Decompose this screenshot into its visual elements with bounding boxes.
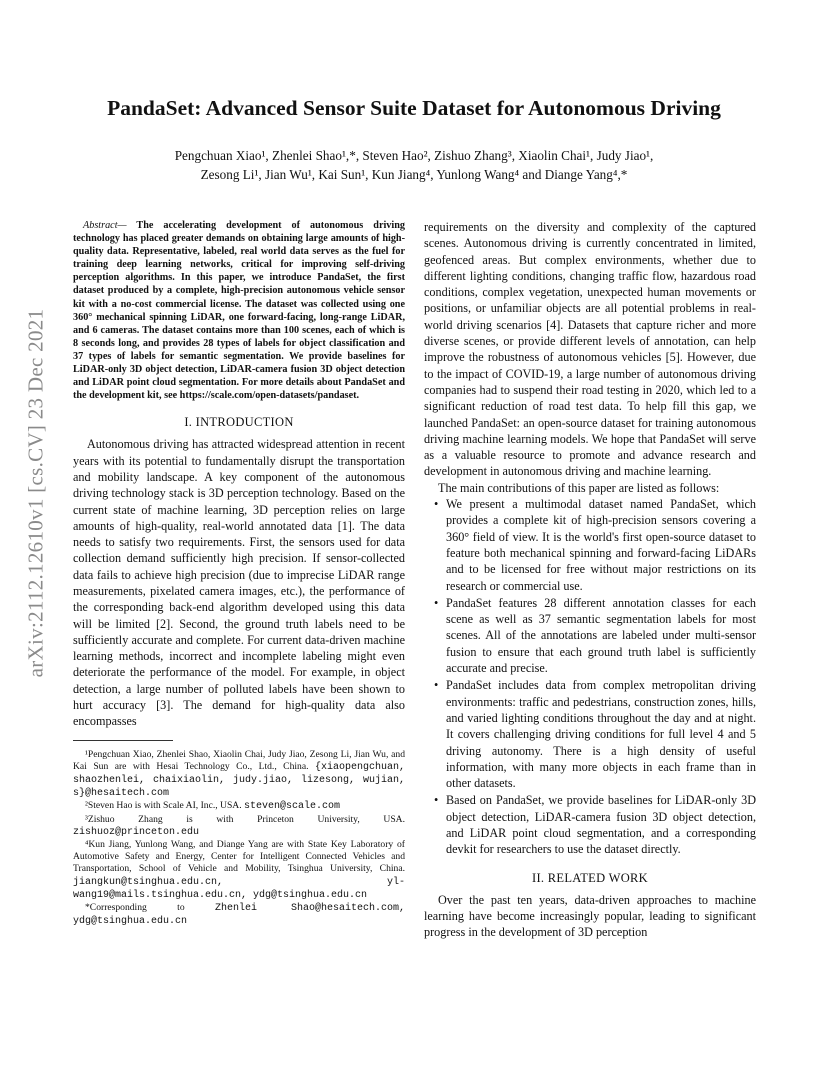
footnote-1-text: ¹Pengchuan Xiao, Zhenlei Shao, Xiaolin Chai, Judy Jiao, Zesong Li, Jian Wu, and Kai Sun are with Hesai Technology Co., Ltd., China. <box>73 748 405 772</box>
footnote-3 <box>73 814 405 839</box>
contributions-list <box>424 496 756 858</box>
contribution-item: • Based on PandaSet, we provide baselines for LiDAR-only 3D object detection, LiDAR-camera fusion 3D object detection, and LiDAR point cloud segmentation, and a corresponding devkit for researchers to use the dataset directly. <box>424 792 756 857</box>
contribution-item: • We present a multimodal dataset named PandaSet, which provides a complete kit of high-precision sensors covering a 360° field of view. It is the world's first open-source dataset to feature both mechanical spinning and forward-facing LiDARs and to be licensed for free without major restrictions on its research or commercial use. <box>424 496 756 594</box>
arxiv-stamp <box>16 285 56 700</box>
footnote-4-text: ⁴Kun Jiang, Yunlong Wang, and Diange Yang are with State Key Laboratory of Automotive Safety and Energy, Center for Intelligent Connected Vehicles and Transportation, School of Vehicle and Mobility, Tsinghua University, China. <box>73 839 405 875</box>
related-work-heading: II. RELATED WORK <box>531 870 648 885</box>
footnote-corresponding <box>73 902 405 928</box>
footnote-1 <box>73 749 405 801</box>
footnote-3-text: ³Zishuo Zhang is with Princeton University, USA. <box>85 813 405 825</box>
author-line-2: Zesong Li¹, Jian Wu¹, Kai Sun¹, Kun Jiang⁴, Yunlong Wang⁴ and Diange Yang⁴,* <box>200 167 628 182</box>
intro-paragraph-1: Autonomous driving has attracted widespread attention in recent years with its potential to fundamentally disrupt the transportation and mobility landscape. A key component of the autonomous driving technology stack is 3D perception technology. Based on the current state of machine learning, 3D perception relies on large amounts of high-quality, real-world annotated data [1]. The data needs to satisfy two requirements. First, the sensors used for data collection demand sufficiently high precision. If sensor-collected data fails to achieve high precision (due to imprecise LiDAR range measurements, pixelated camera images, etc.), the performance of the corresponding back-end algorithm developed using this data will be limited [2]. Second, the ground truth labels need to be sufficiently accurate and complete. For current data-driven machine learning methods, incorrect and incomplete labeling might even deteriorate the performance of the model. For example, in object detection, a large number of polluted labels have been shown to hurt accuracy [3]. The demand for high-quality data also encompasses <box>73 437 405 729</box>
contribution-item: • PandaSet features 28 different annotation classes for each scene as well as 37 semantic segmentation labels for most scenes. All of the annotations are labeled under multi-sensor fusion to ensure that each ground truth label is sufficiently accurate and precise. <box>424 595 756 676</box>
footnote-4-emails: jiangkun@tsinghua.edu.cn, yl-wang19@mails.tsinghua.edu.cn, ydg@tsinghua.edu.cn <box>73 876 405 901</box>
arxiv-stamp-text: arXiv:2112.12610v1 [cs.CV] 23 Dec 2021 <box>23 308 48 677</box>
contribution-item: • PandaSet includes data from complex metropolitan driving environments: traffic and pedestrians, construction zones, hills, and varied lighting conditions throughout the day and at night. It covers challenging driving conditions for full level 4 and 5 driving autonomy. There is a high density of useful information, with many more objects in each frame than in other datasets. <box>424 677 756 791</box>
contributions-intro: The main contributions of this paper are listed as follows: <box>438 480 720 495</box>
abstract-text: The accelerating development of autonomous driving technology has placed greater demands on obtaining large amounts of high-quality data. Representative, labeled, real world data serves as the fuel for training deep learning networks, critical for improving self-driving perception algorithms. In this paper, we introduce PandaSet, the first dataset produced by a complete, high-precision autonomous vehicle sensor kit with a no-cost commercial license. The dataset was collected using one 360° mechanical spinning LiDAR, one forward-facing, long-range LiDAR, and 6 cameras. The dataset contains more than 100 scenes, each of which is 8 seconds long, and provides 28 types of labels for object classification and 37 types of labels for semantic segmentation. We provide baselines for LiDAR-only 3D object detection, LiDAR-camera fusion 3D object detection and LiDAR point cloud segmentation. For more details about PandaSet and the development kit, see https://scale.com/open-datasets/pandaset. <box>73 220 405 402</box>
footnote-corresponding-text: *Corresponding to <box>85 902 185 914</box>
paper-title: PandaSet: Advanced Sensor Suite Dataset for Autonomous Driving <box>107 96 721 120</box>
intro-paragraph-1-continued: requirements on the diversity and complexity of the captured scenes. Autonomous driving is currently concentrated in limited, geofenced areas. But complex environments, whether due to different lighting conditions, changing traffic flow, hazardous road conditions, complex vegetation, unexpected human movements or positions, or unfamiliar objects are all potential problems in real-world driving scenarios [4]. Datasets that capture richer and more diverse scenes, or provide different levels of annotation, can help improve the robustness of autonomous vehicles [5]. However, due to the impact of COVID-19, a large number of autonomous driving companies had to suspend their road testing in 2020, which led to a significant reduction of road test data. To help fill this gap, we launched PandaSet: an open-source dataset for training autonomous driving machine learning models. We hope that PandaSet will serve as a valuable resource to promote and advance research and development in autonomous driving and machine learning. <box>424 220 756 479</box>
abstract-lead: Abstract— <box>83 220 127 231</box>
footnote-2-text: ²Steven Hao is with Scale AI, Inc., USA. <box>85 800 242 812</box>
footnote-corresponding-emails: Zhenlei Shao@hesaitech.com, ydg@tsinghua.edu.cn <box>73 903 405 928</box>
footnotes <box>73 749 405 929</box>
author-list <box>90 146 738 184</box>
right-column <box>424 219 756 940</box>
abstract <box>73 219 405 402</box>
footnote-1-emails: {xiaopengchuan, shaozhenlei, chaixiaolin, judy.jiao, lizesong, wujian, s}@hesaitech.com <box>73 761 405 800</box>
footnote-2-email: steven@scale.com <box>244 801 341 813</box>
footnote-3-email: zishuoz@princeton.edu <box>73 826 200 838</box>
author-line-1: Pengchuan Xiao¹, Zhenlei Shao¹,*, Steven Hao², Zishuo Zhang³, Xiaolin Chai¹, Judy Jiao¹, <box>174 148 654 163</box>
footnote-2 <box>73 800 405 813</box>
footnote-divider <box>73 740 173 741</box>
footnote-4 <box>73 839 405 902</box>
intro-heading: I. INTRODUCTION <box>184 415 294 430</box>
related-work-paragraph-1: Over the past ten years, data-driven approaches to machine learning have become increasingly popular, leading to significant progress in the development of 3D perception <box>424 892 756 940</box>
left-column <box>73 219 405 929</box>
